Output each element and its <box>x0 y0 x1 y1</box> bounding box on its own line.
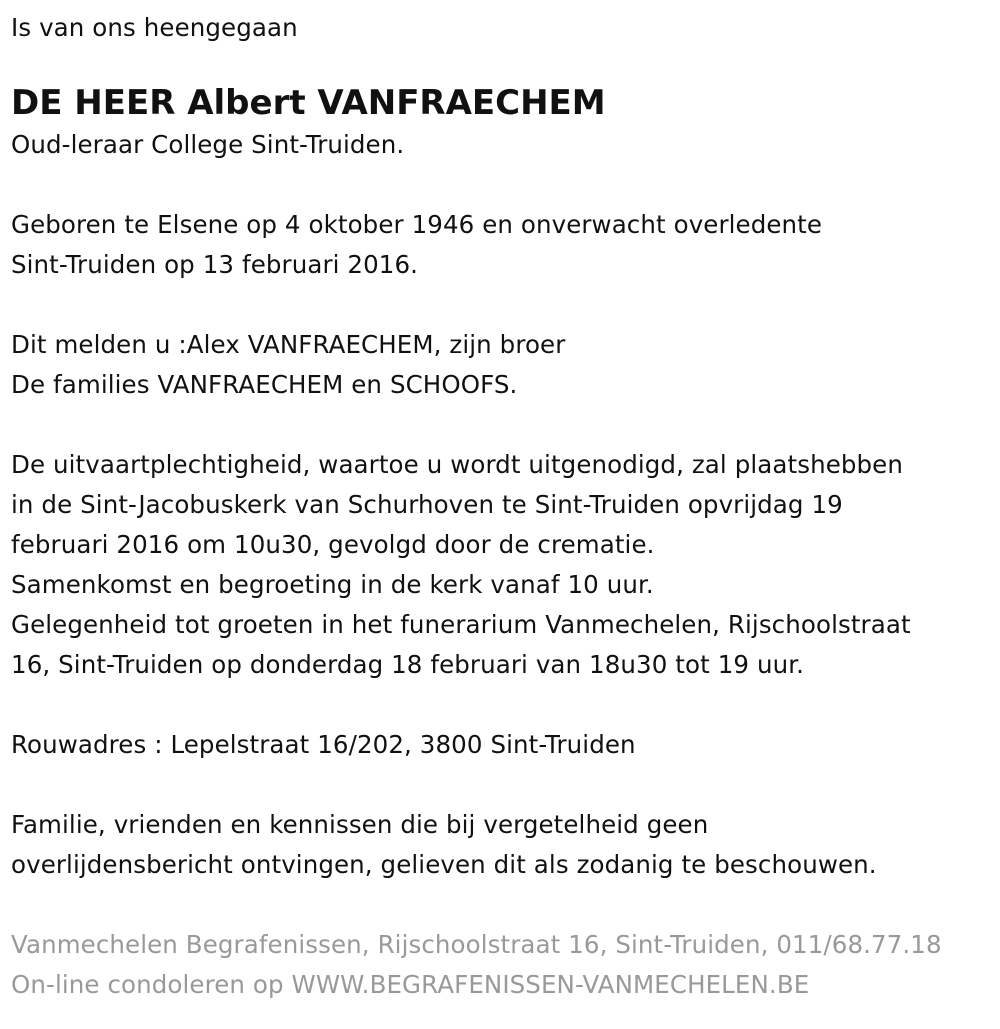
funeral-line-1: De uitvaartplechtigheid, waartoe u wordt uitgenodigd, zal plaatshebben <box>11 450 903 479</box>
note-block <box>11 805 1000 885</box>
footer-line-2[interactable]: On-line condoleren op WWW.BEGRAFENISSEN-VANMECHELEN.BE <box>11 970 810 999</box>
funeral-line-2: in de Sint-Jacobuskerk van Schurhoven te Sint-Truiden opvrijdag 19 <box>11 490 843 519</box>
spacer <box>11 405 1000 445</box>
mourning-address: Rouwadres : Lepelstraat 16/202, 3800 Sint-Truiden <box>11 730 636 759</box>
funeral-line-6: 16, Sint-Truiden op donderdag 18 februari van 18u30 tot 19 uur. <box>11 650 805 679</box>
deceased-name: DE HEER Albert VANFRAECHEM <box>11 83 606 123</box>
funeral-block <box>11 445 1000 685</box>
funeral-line-5: Gelegenheid tot groeten in het funerarium Vanmechelen, Rijschoolstraat <box>11 610 911 639</box>
intro-text: Is van ons heengegaan <box>11 13 298 42</box>
spacer <box>11 765 1000 805</box>
announcers-block <box>11 325 1000 405</box>
footer-block <box>11 925 1000 1005</box>
birth-death-block <box>11 205 1000 285</box>
note-line-1: Familie, vrienden en kennissen die bij vergetelheid geen <box>11 810 709 839</box>
note-line-2: overlijdensbericht ontvingen, gelieven dit als zodanig te beschouwen. <box>11 850 877 879</box>
birth-line-1: Geboren te Elsene op 4 oktober 1946 en onverwacht overledente <box>11 210 823 239</box>
spacer <box>11 165 1000 205</box>
spacer <box>11 285 1000 325</box>
spacer <box>11 885 1000 925</box>
announcer-line-2: De families VANFRAECHEM en SCHOOFS. <box>11 370 518 399</box>
footer-line-1: Vanmechelen Begrafenissen, Rijschoolstraat 16, Sint-Truiden, 011/68.77.18 <box>11 930 942 959</box>
spacer <box>11 685 1000 725</box>
deceased-title: Oud-leraar College Sint-Truiden. <box>11 130 405 159</box>
funeral-line-3: februari 2016 om 10u30, gevolgd door de crematie. <box>11 530 655 559</box>
announcer-line-1: Dit melden u :Alex VANFRAECHEM, zijn broer <box>11 330 566 359</box>
birth-line-2: Sint-Truiden op 13 februari 2016. <box>11 250 419 279</box>
funeral-line-4: Samenkomst en begroeting in de kerk vanaf 10 uur. <box>11 570 654 599</box>
